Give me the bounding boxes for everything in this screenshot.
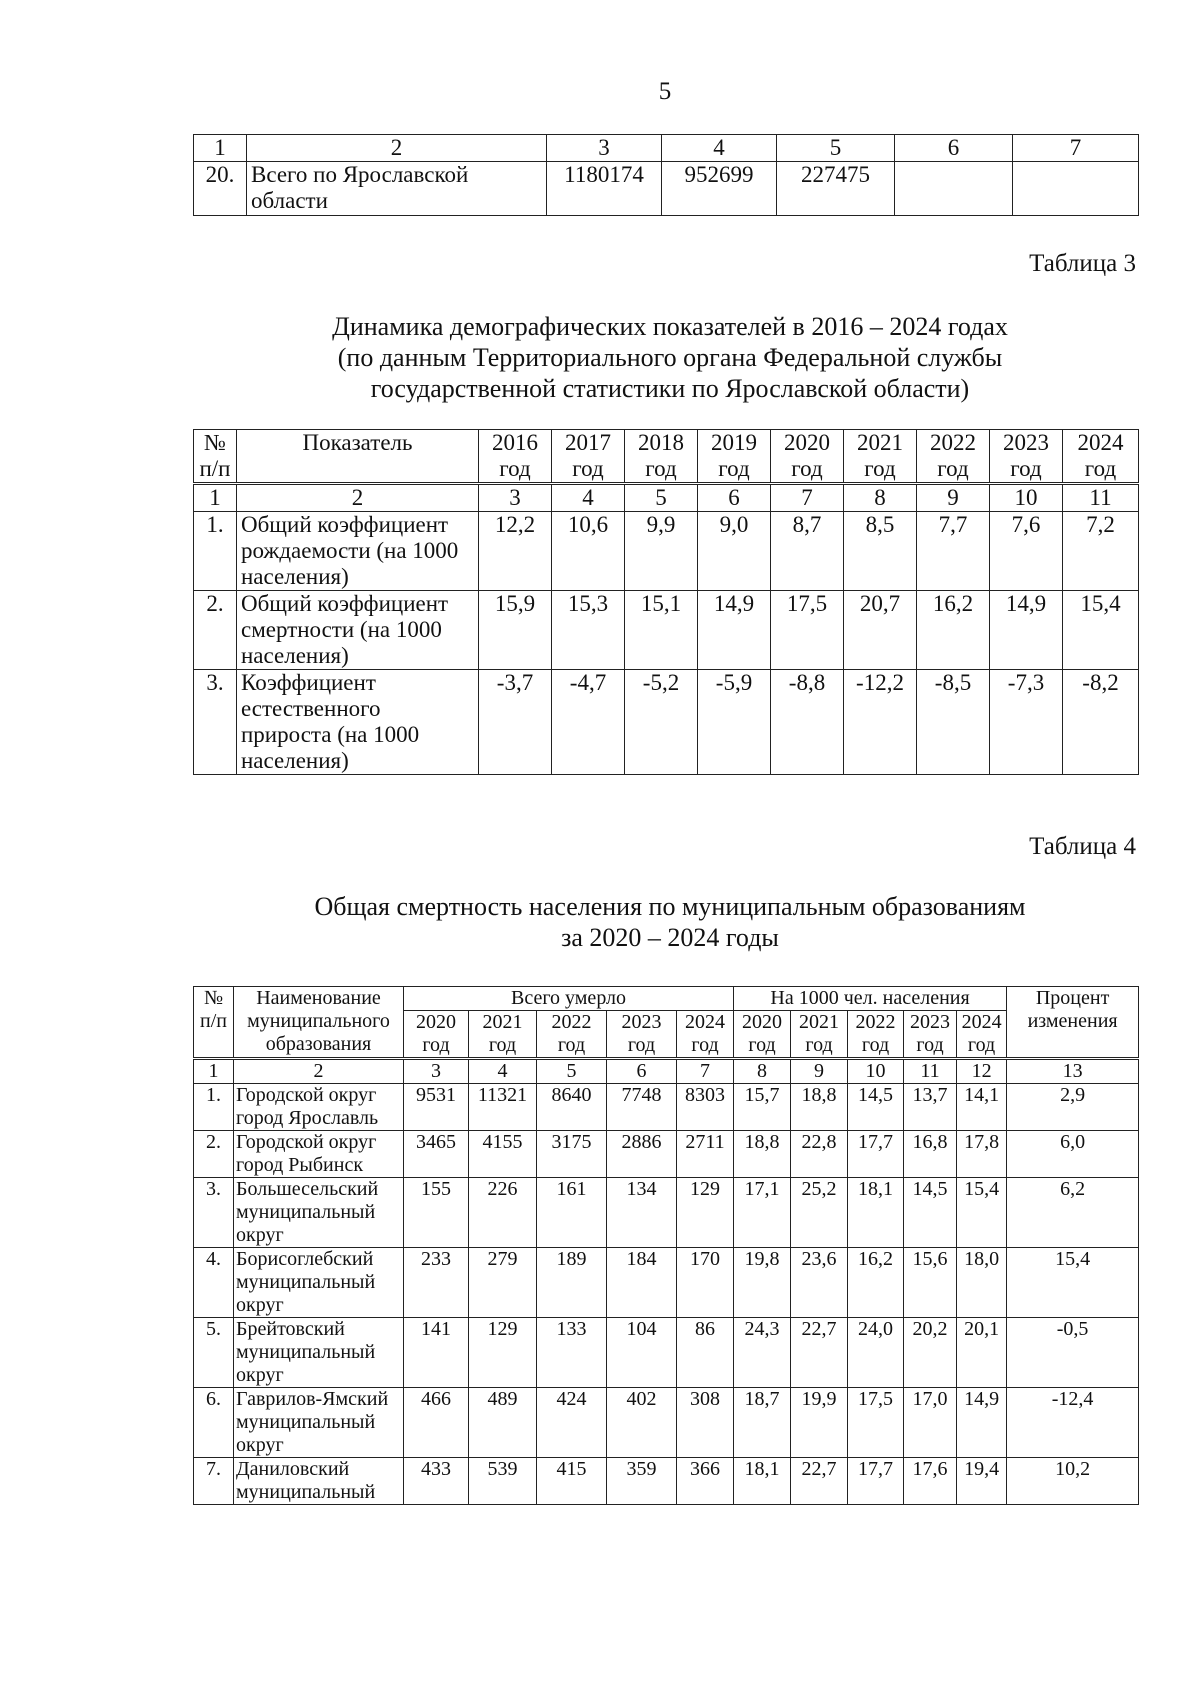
col-number: 8: [734, 1059, 791, 1084]
row-number: 20.: [194, 162, 247, 216]
cell-value: 17,8: [957, 1131, 1007, 1178]
cell-value: 489: [469, 1388, 537, 1458]
row-number: 2.: [194, 591, 237, 670]
cell-value: 129: [469, 1318, 537, 1388]
col-number: 8: [844, 484, 917, 512]
col-number: 9: [791, 1059, 848, 1084]
cell-value: 7748: [607, 1084, 677, 1131]
cell-value: 539: [469, 1458, 537, 1505]
row-name: Даниловский муниципальный: [234, 1458, 404, 1505]
col-number: 12: [957, 1059, 1007, 1084]
cell-value: -7,3: [990, 670, 1063, 775]
header-year: 2024 год: [1063, 430, 1139, 484]
cell-value: 10,6: [552, 512, 625, 591]
table3-title: Динамика демографических показателей в 2016 – 2024 годах (по данным Территориального органа Федеральной службы государственной статистики по Ярославской области): [332, 312, 1008, 403]
cell-value: 12,2: [479, 512, 552, 591]
col-number: 9: [917, 484, 990, 512]
col-number: 6: [895, 135, 1013, 162]
header-num: № п/п: [194, 430, 237, 484]
header-year: 2023 год: [607, 1011, 677, 1059]
table-row: [194, 1084, 1139, 1131]
col-number: 4: [552, 484, 625, 512]
col-number: 1: [194, 1059, 234, 1084]
column-number-row: [194, 1059, 1139, 1084]
header-year: 2024 год: [677, 1011, 734, 1059]
header-year: 2018 год: [625, 430, 698, 484]
cell-value: 23,6: [791, 1248, 848, 1318]
row-name: Городской округ город Рыбинск: [234, 1131, 404, 1178]
header-per-1000: На 1000 чел. населения: [734, 987, 1007, 1011]
cell-value: 415: [537, 1458, 607, 1505]
col-number: 3: [479, 484, 552, 512]
cell-value: 17,7: [848, 1458, 904, 1505]
cell-value: 359: [607, 1458, 677, 1505]
row-name: Гаврилов-Ямский муниципальный округ: [234, 1388, 404, 1458]
cell-value: 22,8: [791, 1131, 848, 1178]
cell-value: 22,7: [791, 1318, 848, 1388]
cell-value: 308: [677, 1388, 734, 1458]
column-number-row: [194, 484, 1139, 512]
table-row: [194, 162, 1139, 216]
cell-value: 14,9: [990, 591, 1063, 670]
cell-percent: 10,2: [1007, 1458, 1139, 1505]
col-number: 5: [625, 484, 698, 512]
row-number: 6.: [194, 1388, 234, 1458]
row-name: Общий коэффициент рождаемости (на 1000 населения): [237, 512, 479, 591]
col-number: 6: [607, 1059, 677, 1084]
cell-value: 8,7: [771, 512, 844, 591]
cell-value: 8640: [537, 1084, 607, 1131]
cell-value: 16,8: [904, 1131, 957, 1178]
cell-value: 1180174: [547, 162, 662, 216]
header-year: 2020 год: [771, 430, 844, 484]
col-number: 6: [698, 484, 771, 512]
table-header-row: [194, 135, 1139, 162]
cell-percent: 15,4: [1007, 1248, 1139, 1318]
cell-value: 18,7: [734, 1388, 791, 1458]
table3-caption: Таблица 3: [1029, 250, 1136, 277]
cell-percent: -12,4: [1007, 1388, 1139, 1458]
col-number: 10: [990, 484, 1063, 512]
cell-value: 161: [537, 1178, 607, 1248]
cell-value: -8,2: [1063, 670, 1139, 775]
col-number: 3: [404, 1059, 469, 1084]
header-year: 2023 год: [904, 1011, 957, 1059]
cell-value: 20,7: [844, 591, 917, 670]
cell-value: 9531: [404, 1084, 469, 1131]
cell-value: 9,9: [625, 512, 698, 591]
cell-value: 15,4: [1063, 591, 1139, 670]
header-year: 2022 год: [917, 430, 990, 484]
cell-value: 15,6: [904, 1248, 957, 1318]
cell-value: 227475: [777, 162, 895, 216]
cell-value: 2886: [607, 1131, 677, 1178]
table-row: [194, 1388, 1139, 1458]
cell-value: 18,8: [734, 1131, 791, 1178]
row-name: Брейтовский муниципальный округ: [234, 1318, 404, 1388]
cell-value: 8,5: [844, 512, 917, 591]
cell-value: 279: [469, 1248, 537, 1318]
cell-value: -4,7: [552, 670, 625, 775]
cell-value: 86: [677, 1318, 734, 1388]
cell-value: 19,4: [957, 1458, 1007, 1505]
cell-value: 402: [607, 1388, 677, 1458]
cell-value: 424: [537, 1388, 607, 1458]
col-number: 13: [1007, 1059, 1139, 1084]
cell-value: 189: [537, 1248, 607, 1318]
header-year: 2022 год: [537, 1011, 607, 1059]
cell-value: 134: [607, 1178, 677, 1248]
cell-percent: -0,5: [1007, 1318, 1139, 1388]
cell-value: 15,1: [625, 591, 698, 670]
cell-value: 3465: [404, 1131, 469, 1178]
header-year: 2024 год: [957, 1011, 1007, 1059]
cell-value: 24,3: [734, 1318, 791, 1388]
col-number: 7: [677, 1059, 734, 1084]
mortality-table: [193, 986, 1139, 1505]
demographic-table: [193, 429, 1139, 775]
row-number: 3.: [194, 1178, 234, 1248]
cell-value: 8303: [677, 1084, 734, 1131]
header-indicator: Показатель: [237, 430, 479, 484]
cell-value: -8,5: [917, 670, 990, 775]
continuation-table: [193, 134, 1139, 216]
cell-value: 2711: [677, 1131, 734, 1178]
header-num: № п/п: [194, 987, 234, 1059]
cell-value: 17,5: [848, 1388, 904, 1458]
cell-value: 15,9: [479, 591, 552, 670]
cell-value: 17,6: [904, 1458, 957, 1505]
cell-value: -5,2: [625, 670, 698, 775]
cell-value: 3175: [537, 1131, 607, 1178]
mortality-table-body: [194, 1084, 1139, 1505]
header-year: 2017 год: [552, 430, 625, 484]
cell-value: -12,2: [844, 670, 917, 775]
cell-value: 170: [677, 1248, 734, 1318]
cell-value: 433: [404, 1458, 469, 1505]
cell-value: 7,2: [1063, 512, 1139, 591]
cell-value: 7,6: [990, 512, 1063, 591]
table-row: [194, 591, 1139, 670]
cell-value: 104: [607, 1318, 677, 1388]
cell-value: 15,7: [734, 1084, 791, 1131]
table-header-row: [194, 430, 1139, 484]
table-row: [194, 1458, 1139, 1505]
row-number: 5.: [194, 1318, 234, 1388]
row-number: 4.: [194, 1248, 234, 1318]
header-year: 2022 год: [848, 1011, 904, 1059]
row-number: 1.: [194, 512, 237, 591]
header-year: 2016 год: [479, 430, 552, 484]
col-number: 2: [237, 484, 479, 512]
table-row: [194, 512, 1139, 591]
cell-percent: 2,9: [1007, 1084, 1139, 1131]
cell-value: 17,0: [904, 1388, 957, 1458]
col-number: 11: [1063, 484, 1139, 512]
cell-value: 20,1: [957, 1318, 1007, 1388]
table4-caption: Таблица 4: [1029, 833, 1136, 860]
cell-value: 129: [677, 1178, 734, 1248]
cell-value: 9,0: [698, 512, 771, 591]
table-row: [194, 1318, 1139, 1388]
header-total-died: Всего умерло: [404, 987, 734, 1011]
cell-value: 14,5: [904, 1178, 957, 1248]
cell-value: 19,8: [734, 1248, 791, 1318]
cell-value: 184: [607, 1248, 677, 1318]
cell-value: 15,4: [957, 1178, 1007, 1248]
row-number: 1.: [194, 1084, 234, 1131]
cell-value: -3,7: [479, 670, 552, 775]
col-number: 7: [1013, 135, 1139, 162]
cell-value: 14,9: [957, 1388, 1007, 1458]
cell-value: 20,2: [904, 1318, 957, 1388]
cell-value: 14,1: [957, 1084, 1007, 1131]
col-number: 4: [662, 135, 777, 162]
row-name: Всего по Ярославской области: [247, 162, 547, 216]
col-number: 5: [777, 135, 895, 162]
header-year: 2020 год: [404, 1011, 469, 1059]
cell-value: 24,0: [848, 1318, 904, 1388]
header-year: 2020 год: [734, 1011, 791, 1059]
header-year: 2021 год: [469, 1011, 537, 1059]
cell-percent: 6,2: [1007, 1178, 1139, 1248]
cell-value: 16,2: [917, 591, 990, 670]
cell-value: 19,9: [791, 1388, 848, 1458]
cell-value: 18,0: [957, 1248, 1007, 1318]
cell-value: 22,7: [791, 1458, 848, 1505]
cell-value: 7,7: [917, 512, 990, 591]
cell-value: -8,8: [771, 670, 844, 775]
cell-percent: 6,0: [1007, 1131, 1139, 1178]
cell-value: -5,9: [698, 670, 771, 775]
col-number: 3: [547, 135, 662, 162]
cell-value: 14,9: [698, 591, 771, 670]
cell-value: 155: [404, 1178, 469, 1248]
table-row: [194, 1178, 1139, 1248]
table-row: [194, 1248, 1139, 1318]
table-row: [194, 1131, 1139, 1178]
header-name: Наименование муниципального образования: [234, 987, 404, 1059]
cell-value: 133: [537, 1318, 607, 1388]
cell-value: 17,7: [848, 1131, 904, 1178]
row-number: 7.: [194, 1458, 234, 1505]
col-number: 10: [848, 1059, 904, 1084]
cell-value: 17,1: [734, 1178, 791, 1248]
cell-value: 14,5: [848, 1084, 904, 1131]
cell-value: 233: [404, 1248, 469, 1318]
cell-value: 18,8: [791, 1084, 848, 1131]
cell-value: 18,1: [734, 1458, 791, 1505]
cell-value: 25,2: [791, 1178, 848, 1248]
cell-value: 226: [469, 1178, 537, 1248]
col-number: 7: [771, 484, 844, 512]
table-row: [194, 670, 1139, 775]
row-number: 2.: [194, 1131, 234, 1178]
header-year: 2021 год: [844, 430, 917, 484]
cell-value: 4155: [469, 1131, 537, 1178]
row-number: 3.: [194, 670, 237, 775]
cell-value: 141: [404, 1318, 469, 1388]
col-number: 4: [469, 1059, 537, 1084]
col-number: 1: [194, 135, 247, 162]
col-number: 2: [234, 1059, 404, 1084]
cell-value: 13,7: [904, 1084, 957, 1131]
cell-value: 17,5: [771, 591, 844, 670]
cell-value: 11321: [469, 1084, 537, 1131]
col-number: 2: [247, 135, 547, 162]
table4-title: Общая смертность населения по муниципальным образованиям за 2020 – 2024 годы: [314, 892, 1026, 952]
page-number: 5: [658, 78, 672, 105]
col-number: 1: [194, 484, 237, 512]
row-name: Общий коэффициент смертности (на 1000 населения): [237, 591, 479, 670]
cell-value: 366: [677, 1458, 734, 1505]
header-percent: Процент изменения: [1007, 987, 1139, 1059]
cell-value: [895, 162, 1013, 216]
col-number: 11: [904, 1059, 957, 1084]
col-number: 5: [537, 1059, 607, 1084]
cell-value: 466: [404, 1388, 469, 1458]
row-name: Борисоглебский муниципальный округ: [234, 1248, 404, 1318]
cell-value: 952699: [662, 162, 777, 216]
row-name: Большесельский муниципальный округ: [234, 1178, 404, 1248]
row-name: Городской округ город Ярославль: [234, 1084, 404, 1131]
cell-value: 15,3: [552, 591, 625, 670]
cell-value: 18,1: [848, 1178, 904, 1248]
row-name: Коэффициент естественного прироста (на 1000 населения): [237, 670, 479, 775]
header-year: 2019 год: [698, 430, 771, 484]
cell-value: [1013, 162, 1139, 216]
cell-value: 16,2: [848, 1248, 904, 1318]
header-year: 2023 год: [990, 430, 1063, 484]
table-header-row: [194, 987, 1139, 1011]
header-year: 2021 год: [791, 1011, 848, 1059]
